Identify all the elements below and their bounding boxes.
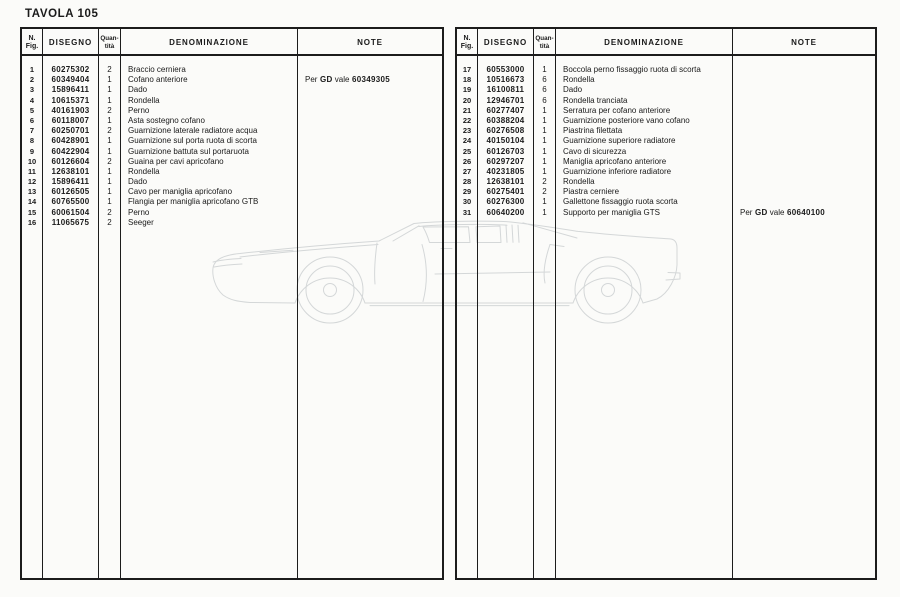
table-body — [457, 58, 875, 578]
fig-number-cell: 26 — [462, 156, 472, 166]
fig-number-cell: 10 — [27, 156, 37, 166]
page-title: TAVOLA 105 — [25, 8, 99, 20]
fig-number-cell: 29 — [462, 187, 472, 197]
header-fig-line2: Fig. — [25, 42, 39, 50]
disegno-code-cell: 60126604 — [51, 156, 90, 166]
quantity-cell: 2 — [542, 177, 547, 187]
fig-number-cell: 9 — [29, 146, 35, 156]
header-qty-line2: tità — [539, 42, 550, 50]
fig-number-cell: 12 — [27, 177, 37, 187]
denominazione-cell: Piastrina filettata — [563, 126, 623, 136]
note-cell — [740, 167, 875, 177]
disegno-code-cell: 11065675 — [51, 217, 90, 227]
denominazione-cell: Seeger — [128, 217, 154, 227]
disegno-code-cell: 60277407 — [486, 105, 525, 115]
column-header-disegno: DISEGNO — [48, 38, 93, 47]
quantity-cell: 1 — [107, 146, 112, 156]
note-cell — [740, 208, 875, 218]
fig-number-cell: 19 — [462, 85, 472, 95]
quantity-cell: 1 — [542, 207, 547, 217]
fig-number-cell: 20 — [462, 95, 472, 105]
column-header-quantita — [534, 29, 555, 56]
fig-number-cell: 30 — [462, 197, 472, 207]
quantity-cell: 1 — [542, 126, 547, 136]
note-text: vale — [332, 75, 350, 85]
quantity-cell: 2 — [107, 65, 112, 74]
disegno-code-cell: 60276300 — [486, 197, 525, 207]
quantity-cell: 6 — [542, 95, 547, 105]
parts-table-left — [20, 27, 444, 580]
quantity-cell: 2 — [107, 156, 112, 166]
note-cell — [305, 116, 442, 126]
disegno-code-cell: 12946701 — [486, 95, 525, 105]
note-cell — [305, 75, 442, 85]
disegno-code-cell: 15896411 — [51, 177, 90, 187]
note-cell — [305, 106, 442, 116]
denominazione-cell: Dado — [128, 177, 148, 187]
fig-column — [457, 65, 477, 218]
disegno-code-cell: 40161903 — [51, 105, 90, 115]
note-cell — [740, 126, 875, 136]
fig-number-cell: 2 — [29, 75, 35, 85]
disegno-code-cell: 60553000 — [486, 65, 525, 74]
column-header-note: NOTE — [791, 38, 817, 47]
quantity-cell: 1 — [107, 85, 112, 95]
quantity-cell: 1 — [542, 115, 547, 125]
fig-number-cell: 16 — [27, 217, 37, 227]
fig-number-cell: 27 — [462, 166, 472, 176]
table-header-row — [457, 29, 875, 56]
note-text: Per — [305, 75, 318, 85]
disegno-code-cell: 60061504 — [51, 207, 90, 217]
disegno-code-cell: 10516673 — [486, 75, 525, 85]
denominazione-cell: Cavo per maniglia apricofano — [128, 187, 233, 197]
denominazione-cell: Guarnizione superiore radiatore — [563, 136, 676, 146]
denominazione-cell: Guarnizione battuta sul portaruota — [128, 146, 249, 156]
denominazione-cell: Supporto per maniglia GTS — [563, 207, 660, 217]
fig-number-cell: 21 — [462, 105, 472, 115]
quantity-cell: 2 — [107, 105, 112, 115]
note-cell — [740, 136, 875, 146]
fig-number-cell: 4 — [29, 95, 35, 105]
quantity-cell: 1 — [542, 136, 547, 146]
note-cell — [305, 147, 442, 157]
disegno-code-cell: 40150104 — [486, 136, 525, 146]
denominazione-cell: Guarnizione laterale radiatore acqua — [128, 126, 258, 136]
note-code-text: 60640100 — [784, 207, 826, 217]
denominazione-cell: Guarnizione inferiore radiatore — [563, 166, 672, 176]
quantity-cell: 1 — [107, 115, 112, 125]
disegno-code-cell: 60640200 — [486, 207, 525, 217]
quantity-cell: 1 — [107, 75, 112, 85]
fig-number-cell: 11 — [28, 166, 36, 176]
header-qty-line1: Quan- — [100, 35, 119, 42]
fig-number-cell: 14 — [27, 197, 37, 207]
note-cell — [305, 167, 442, 177]
disegno-code-cell: 60275401 — [486, 187, 525, 197]
fig-number-cell: 15 — [27, 207, 37, 217]
quantity-cell: 2 — [107, 126, 112, 136]
disegno-code-cell: 60349404 — [51, 75, 90, 85]
quantity-cell: 1 — [107, 177, 112, 187]
disegno-code-cell: 60388204 — [486, 115, 525, 125]
note-cell — [740, 65, 875, 75]
parts-table-right — [455, 27, 877, 580]
column-header-denominazione: DENOMINAZIONE — [604, 38, 684, 47]
disegno-code-cell: 60765500 — [51, 197, 90, 207]
header-fig-line2: Fig. — [460, 42, 474, 50]
column-header-fig — [457, 29, 477, 56]
denominazione-cell: Gallettone fissaggio ruota scorta — [563, 197, 678, 207]
fig-number-cell: 6 — [29, 115, 35, 125]
quantity-cell: 1 — [107, 166, 112, 176]
note-code-text: GD — [317, 75, 333, 85]
denominazione-cell: Piastra cerniere — [563, 187, 620, 197]
fig-column — [22, 65, 42, 228]
quantity-cell: 2 — [107, 217, 112, 227]
note-cell — [305, 177, 442, 187]
column-header-disegno: DISEGNO — [483, 38, 528, 47]
note-cell — [305, 65, 442, 75]
note-cell — [305, 85, 442, 95]
note-code-text: 60349305 — [349, 75, 391, 85]
note-cell — [740, 96, 875, 106]
quantity-cell: 1 — [542, 197, 547, 207]
fig-number-cell: 25 — [462, 146, 472, 156]
fig-number-cell: 7 — [29, 126, 35, 136]
denominazione-cell: Serratura per cofano anteriore — [563, 105, 671, 115]
denominazione-cell: Guaina per cavi apricofano — [128, 156, 224, 166]
denominazione-cell: Dado — [128, 85, 148, 95]
column-header-denominazione: DENOMINAZIONE — [169, 38, 249, 47]
note-cell — [305, 126, 442, 136]
denominazione-cell: Perno — [128, 207, 150, 217]
fig-number-cell: 24 — [462, 136, 472, 146]
column-header-fig — [22, 29, 42, 56]
note-cell — [740, 116, 875, 126]
denominazione-cell: Guarnizione sul porta ruota di scorta — [128, 136, 257, 146]
header-qty-line2: tità — [104, 42, 115, 50]
quantity-cell: 1 — [542, 156, 547, 166]
note-cell — [740, 106, 875, 116]
quantity-cell: 1 — [107, 187, 112, 197]
disegno-code-cell: 16100811 — [486, 85, 525, 95]
note-cell — [740, 85, 875, 95]
note-cell — [305, 136, 442, 146]
fig-number-cell: 22 — [462, 115, 472, 125]
name-column — [121, 65, 297, 228]
note-cell — [305, 197, 442, 207]
fig-number-cell: 23 — [462, 126, 472, 136]
fig-number-cell: 31 — [462, 207, 472, 217]
disegno-code-cell: 60126505 — [51, 187, 90, 197]
header-qty-line1: Quan- — [535, 35, 554, 42]
denominazione-cell: Dado — [563, 85, 583, 95]
column-header-quantita — [99, 29, 120, 56]
qty-column — [99, 65, 120, 228]
quantity-cell: 2 — [107, 207, 112, 217]
name-column — [556, 65, 732, 218]
note-text: vale — [767, 207, 785, 217]
disegno-code-cell: 60428901 — [51, 136, 90, 146]
column-header-note: NOTE — [357, 38, 383, 47]
denominazione-cell: Perno — [128, 105, 150, 115]
header-fig-line1: N. — [28, 34, 36, 42]
fig-number-cell: 5 — [29, 105, 35, 115]
note-cell — [305, 187, 442, 197]
denominazione-cell: Maniglia apricofano anteriore — [563, 156, 667, 166]
denominazione-cell: Rondella — [563, 75, 595, 85]
fig-number-cell: 28 — [462, 177, 472, 187]
disegno-code-cell: 12638101 — [486, 177, 525, 187]
note-cell — [305, 96, 442, 106]
disegno-code-cell: 12638101 — [51, 166, 90, 176]
quantity-cell: 6 — [542, 85, 547, 95]
disegno-code-cell: 60275302 — [51, 65, 90, 74]
denominazione-cell: Rondella — [128, 95, 160, 105]
code-column — [43, 65, 98, 228]
fig-number-cell: 3 — [29, 85, 35, 95]
quantity-cell: 1 — [542, 146, 547, 156]
denominazione-cell: Cofano anteriore — [128, 75, 188, 85]
disegno-code-cell: 60297207 — [486, 156, 525, 166]
denominazione-cell: Boccola perno fissaggio ruota di scorta — [563, 65, 701, 74]
note-cell — [740, 177, 875, 187]
table-header-row — [22, 29, 442, 56]
denominazione-cell: Braccio cerniera — [128, 65, 186, 74]
quantity-cell: 1 — [542, 65, 547, 74]
disegno-code-cell: 60422904 — [51, 146, 90, 156]
fig-number-cell: 13 — [27, 187, 37, 197]
quantity-cell: 6 — [542, 75, 547, 85]
header-fig-line1: N. — [463, 34, 471, 42]
denominazione-cell: Rondella — [563, 177, 595, 187]
note-cell — [305, 157, 442, 167]
disegno-code-cell: 15896411 — [51, 85, 90, 95]
note-cell — [305, 208, 442, 218]
note-column — [733, 65, 875, 218]
note-code-text: GD — [752, 207, 768, 217]
quantity-cell: 1 — [107, 197, 112, 207]
disegno-code-cell: 60250701 — [51, 126, 90, 136]
note-text: Per — [740, 207, 753, 217]
code-column — [478, 65, 533, 218]
quantity-cell: 2 — [542, 187, 547, 197]
denominazione-cell: Guarnizione posteriore vano cofano — [563, 115, 690, 125]
denominazione-cell: Flangia per maniglia apricofano GTB — [128, 197, 259, 207]
quantity-cell: 1 — [107, 95, 112, 105]
quantity-cell: 1 — [542, 166, 547, 176]
note-column — [298, 65, 442, 228]
denominazione-cell: Rondella — [128, 166, 160, 176]
note-cell — [740, 187, 875, 197]
qty-column — [534, 65, 555, 218]
disegno-code-cell: 10615371 — [51, 95, 90, 105]
table-body — [22, 58, 442, 578]
denominazione-cell: Asta sostegno cofano — [128, 115, 205, 125]
disegno-code-cell: 40231805 — [486, 166, 525, 176]
disegno-code-cell: 60126703 — [486, 146, 525, 156]
denominazione-cell: Cavo di sicurezza — [563, 146, 627, 156]
note-cell — [740, 197, 875, 207]
fig-number-cell: 1 — [29, 65, 35, 74]
note-cell — [740, 157, 875, 167]
fig-number-cell: 17 — [462, 65, 472, 74]
disegno-code-cell: 60276508 — [486, 126, 525, 136]
quantity-cell: 1 — [107, 136, 112, 146]
disegno-code-cell: 60118007 — [51, 115, 90, 125]
denominazione-cell: Rondella tranciata — [563, 95, 628, 105]
fig-number-cell: 8 — [29, 136, 35, 146]
note-cell — [740, 75, 875, 85]
note-cell — [740, 147, 875, 157]
note-cell — [305, 218, 442, 228]
quantity-cell: 1 — [542, 105, 547, 115]
fig-number-cell: 18 — [462, 75, 472, 85]
